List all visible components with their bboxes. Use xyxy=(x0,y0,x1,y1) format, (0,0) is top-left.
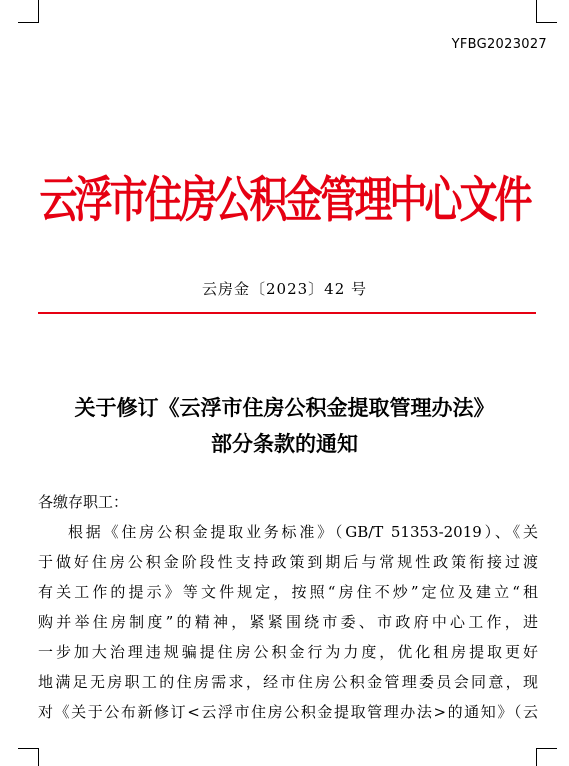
body-line-3: 有关工作的提示》等文件规定，按照“房住不炒”定位及建立“租 xyxy=(38,583,538,601)
crop-mark-bottom-left-h xyxy=(18,748,39,749)
document-code: YFBG2023027 xyxy=(451,37,547,52)
salutation: 各缴存职工： xyxy=(38,493,129,511)
crop-mark-bottom-left-v xyxy=(38,748,39,766)
body-line-4: 购并举住房制度”的精神，紧紧围绕市委、市政府中心工作，进 xyxy=(38,613,538,631)
crop-mark-top-right-v xyxy=(536,0,537,22)
body-line-2: 于做好住房公积金阶段性支持政策到期后与常规性政策衔接过渡 xyxy=(38,553,538,571)
red-separator-line xyxy=(38,312,536,314)
document-number: 云房金〔2023〕42 号 xyxy=(201,280,368,298)
body-line-5: 一步加大治理违规骗提住房公积金行为力度，优化租房提取更好 xyxy=(38,643,538,661)
crop-mark-bottom-right-h xyxy=(536,748,557,749)
crop-mark-bottom-right-v xyxy=(536,748,537,766)
crop-mark-top-right-h xyxy=(536,22,557,23)
notice-title-line-1: 关于修订《云浮市住房公积金提取管理办法》 xyxy=(74,395,495,420)
notice-title-line-2: 部分条款的通知 xyxy=(211,431,358,456)
crop-mark-top-left-h xyxy=(18,22,39,23)
crop-mark-top-left-v xyxy=(38,0,39,22)
masthead-title: 云浮市住房公积金管理中心文件 xyxy=(39,171,530,228)
body-line-7: 对《关于公布新修订<云浮市住房公积金提取管理办法>的通知》（云 xyxy=(38,703,538,721)
body-line-1: 根据《住房公积金提取业务标准》（GB/T 51353-2019）、《关 xyxy=(68,523,538,541)
body-line-6: 地满足无房职工的住房需求，经市住房公积金管理委员会同意，现 xyxy=(38,673,538,691)
